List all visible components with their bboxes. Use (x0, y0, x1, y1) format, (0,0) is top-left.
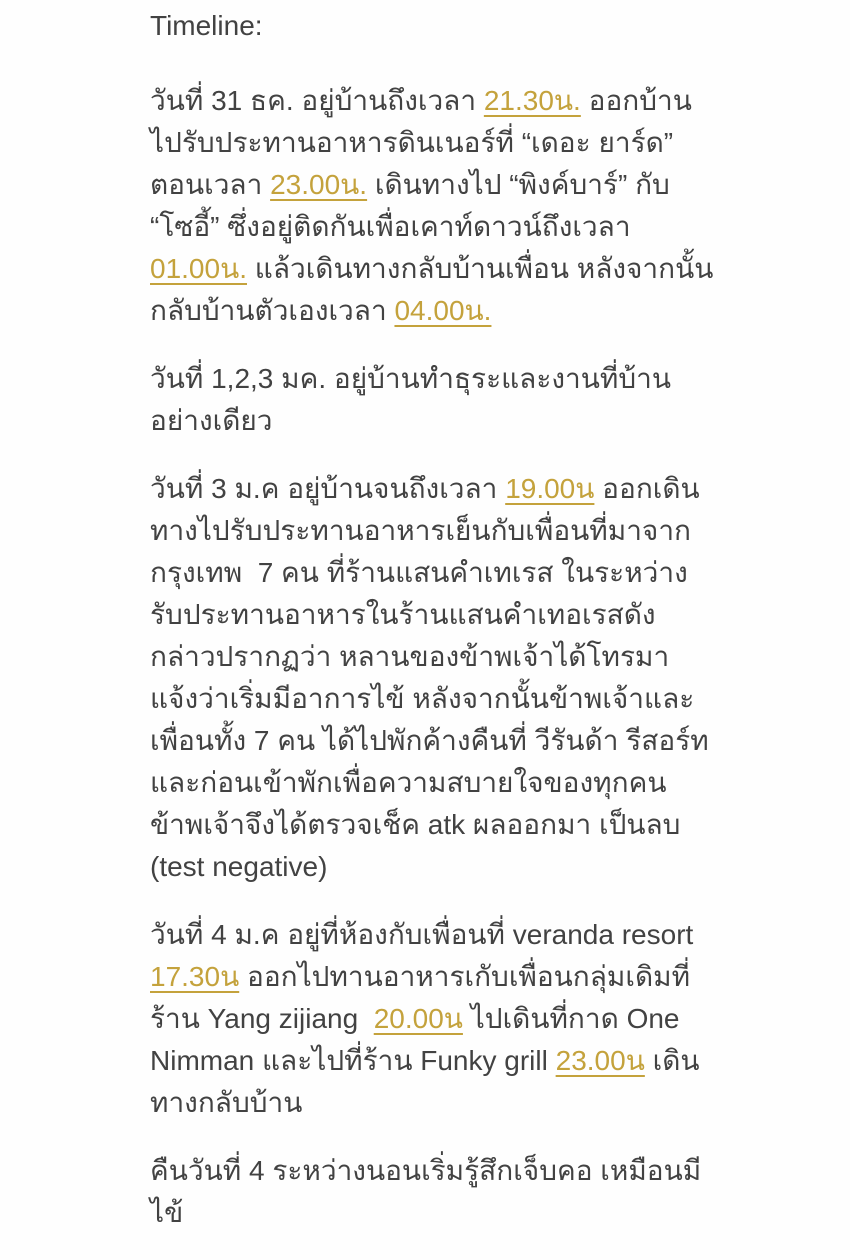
time-highlight: 19.00น (505, 473, 595, 504)
document-title: Timeline: (150, 10, 263, 41)
paragraph (150, 914, 716, 1124)
time-highlight: 20.00น (373, 1003, 463, 1034)
paragraph (150, 468, 716, 888)
text-segment: วันที่ 4 ม.ค อยู่ที่ห้องกับเพื่อนที่ veranda resort (150, 919, 702, 950)
text-segment: วันที่ 31 ธค. อยู่บ้านถึงเวลา (150, 85, 484, 116)
text-segment: ออกเดินทางไปรับประทานอาหารเย็นกับเพื่อนที่มาจากกรุงเทพ 7 คน ที่ร้านแสนคำเทเรส ในระหว่างรับประทานอาหารในร้านแสนคำเทอเรสดังกล่าวปรากฏว่า หลานของข้าพเจ้าได้โทรมาแจ้งว่าเริ่มมีอาการไข้ หลังจากนั้นข้าพเจ้าและเพื่อนทั้ง 7 คน ได้ไปพักค้างคืนที่ วีรันด้า รีสอร์ท และก่อนเข้าพักเพื่อความสบายใจของทุกคนข้าพเจ้าจึงได้ตรวจเช็ค atk ผลออกมา เป็นลบ (test negative) (150, 473, 717, 882)
paragraph-container (150, 80, 716, 1234)
time-highlight: 21.30น. (483, 85, 581, 116)
text-segment: ไปเดินที่กาด One Nimman และไปที่ร้าน Funky grill (150, 1003, 688, 1076)
text-segment: คืนวันที่ 4 ระหว่างนอนเริ่มรู้สึกเจ็บคอ เหมือนมีไข้ (150, 1155, 702, 1228)
text-segment: วันที่ 1,2,3 มค. อยู่บ้านทำธุระและงานที่บ้านอย่างเดียว (150, 363, 671, 436)
text-segment: วันที่ 3 ม.ค อยู่บ้านจนถึงเวลา (150, 473, 506, 504)
time-highlight: 01.00น. (150, 253, 247, 284)
time-highlight: 04.00น. (394, 295, 492, 326)
paragraph (150, 358, 716, 442)
time-highlight: 23.00น. (270, 169, 368, 200)
timeline-document (150, 5, 716, 1260)
text-segment: เดินทางไป “พิงค์บาร์” กับ “โซอี้” ซึ่งอยู่ติดกันเพื่อเคาท์ดาวน์ถึงเวลา (150, 169, 678, 242)
text-segment: ออกบ้านไปรับประทานอาหารดินเนอร์ที่ “เดอะ ยาร์ด” ตอนเวลา (150, 85, 692, 200)
paragraph (150, 80, 716, 332)
text-segment: แล้วเดินทางกลับบ้านเพื่อน หลังจากนั้นกลับบ้านตัวเองเวลา (150, 253, 714, 326)
time-highlight: 17.30น (150, 961, 240, 992)
paragraph (150, 1150, 716, 1234)
text-segment: ออกไปทานอาหารเกับเพื่อนกลุ่มเดิมที่ ร้าน Yang zijiang (150, 961, 706, 1034)
text-segment: เดินทางกลับบ้าน (150, 1045, 700, 1118)
time-highlight: 23.00น (555, 1045, 645, 1076)
